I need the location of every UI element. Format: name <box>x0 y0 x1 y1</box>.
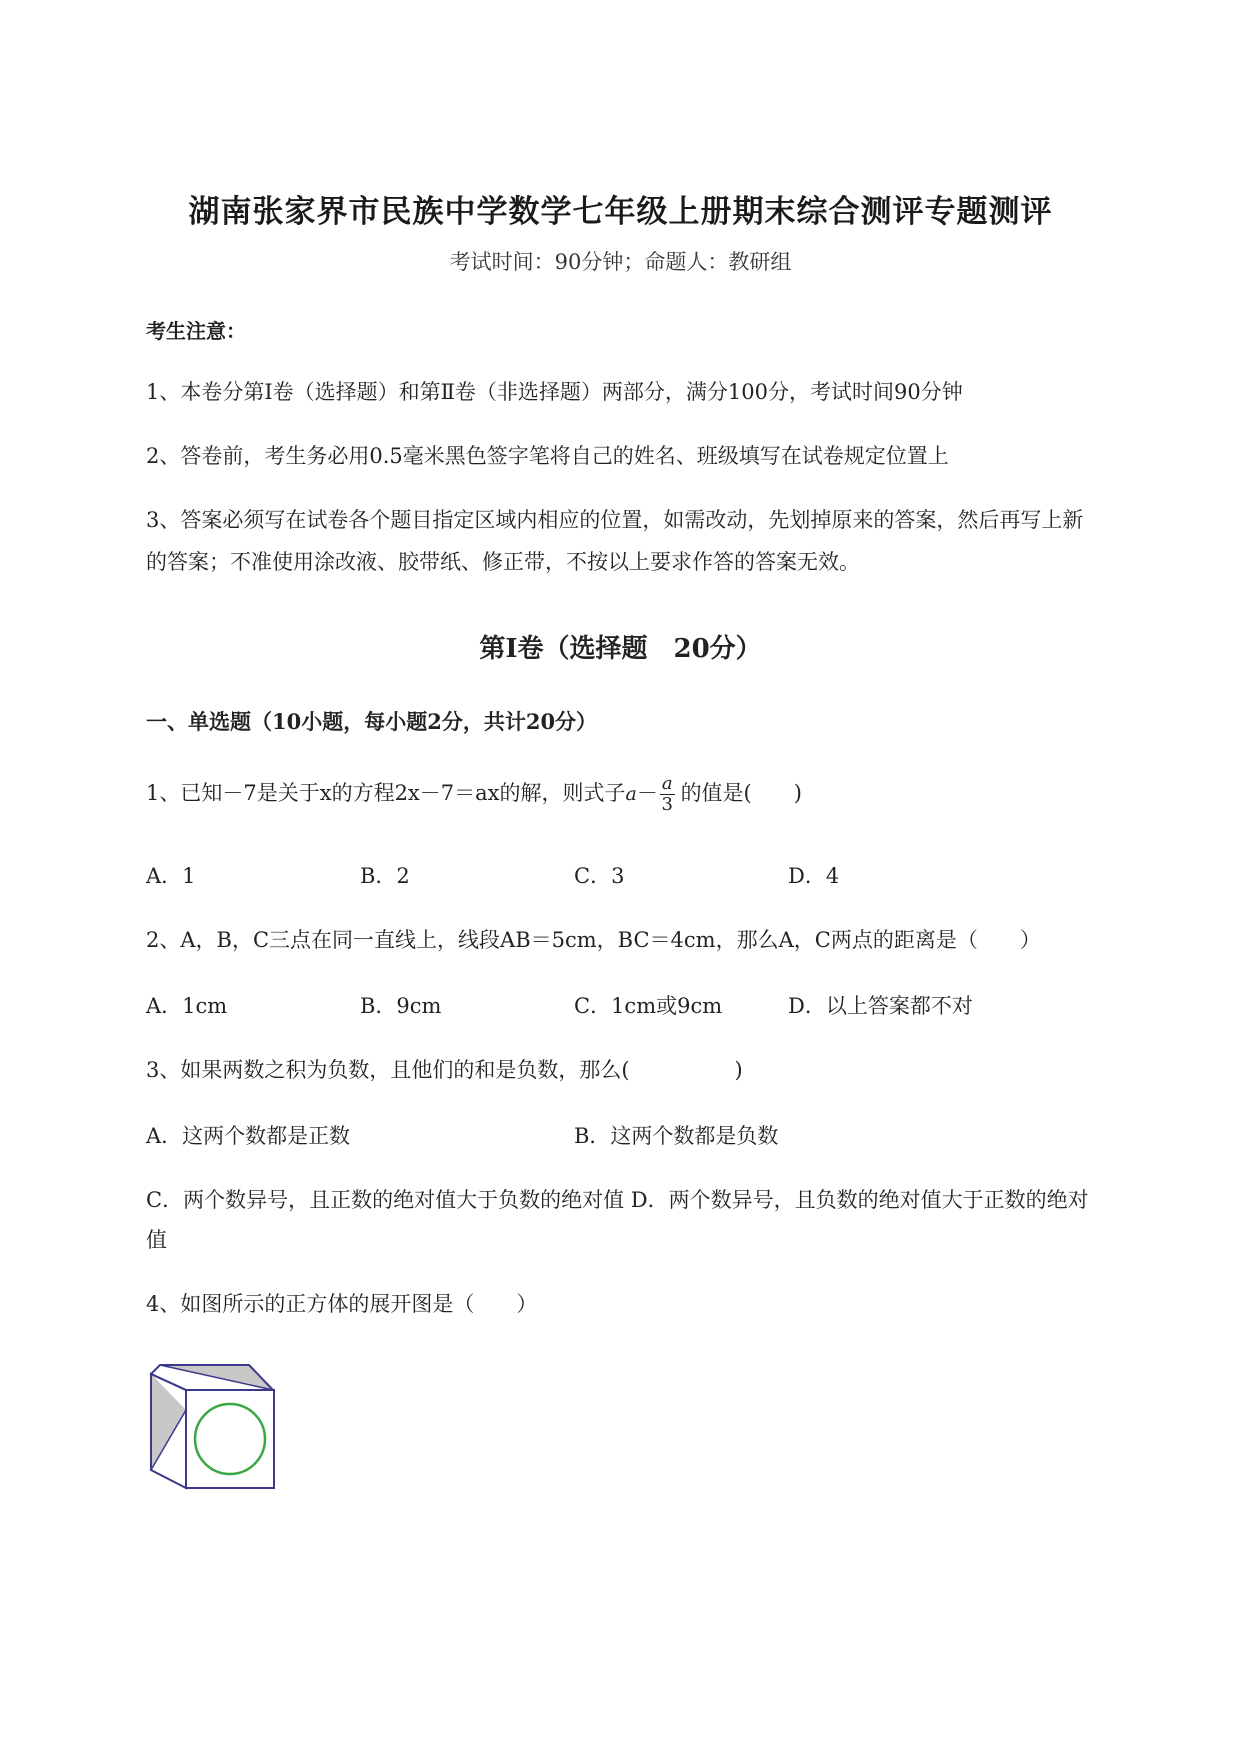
section-title: 第I卷（选择题 20分） <box>479 634 762 664</box>
notice-heading: 考生注意： <box>146 319 246 343</box>
q2-option-c[interactable]: C．1cm或9cm <box>574 994 723 1018</box>
question-2: 2、A，B，C三点在同一直线上，线段AB＝5cm，BC＝4cm，那么A，C两点的距离是（ ） <box>146 928 1041 952</box>
question-1-tail: 的值是( ) <box>680 781 802 805</box>
q2-option-d[interactable]: D．以上答案都不对 <box>788 994 973 1018</box>
question-4: 4、如图所示的正方体的展开图是（ ） <box>146 1292 538 1316</box>
cube-figure <box>146 1360 281 1495</box>
q3-option-a[interactable]: A．这两个数都是正数 <box>146 1124 351 1148</box>
notice-item-2: 2、答卷前，考生务必用0.5毫米黑色签字笔将自己的姓名、班级填写在试卷规定位置上 <box>146 444 949 468</box>
q2-option-b[interactable]: B．9cm <box>360 994 442 1018</box>
exam-info: 考试时间：90分钟；命题人：教研组 <box>449 250 792 274</box>
fraction-a-over-3 <box>660 774 675 815</box>
q1-option-c[interactable]: C．3 <box>574 864 625 888</box>
q1-option-b[interactable]: B．2 <box>360 864 410 888</box>
q2-option-a[interactable]: A．1cm <box>146 994 228 1018</box>
part-heading: 一、单选题（10小题，每小题2分，共计20分） <box>146 709 598 734</box>
fraction-denominator: 3 <box>661 794 673 815</box>
q1-option-a[interactable]: A．1 <box>146 864 196 888</box>
question-3: 3、如果两数之积为负数，且他们的和是负数，那么( ) <box>146 1058 743 1082</box>
notice-item-3-cont: 的答案；不准使用涂改液、胶带纸、修正带，不按以上要求作答的答案无效。 <box>146 550 860 574</box>
fraction-numerator: a <box>661 773 673 794</box>
question-1-text: 1、已知－7是关于x的方程2x－7＝ax的解，则式子 <box>146 781 626 805</box>
q3-option-b[interactable]: B．这两个数都是负数 <box>574 1124 779 1148</box>
page-title: 湖南张家界市民族中学数学七年级上册期末综合测评专题测评 <box>188 194 1053 230</box>
expr-minus: － <box>636 781 658 805</box>
question-1 <box>146 774 802 815</box>
expr-a: a <box>625 783 637 805</box>
q3-option-d-cont: 值 <box>146 1228 167 1252</box>
q3-option-c-d[interactable]: C．两个数异号，且正数的绝对值大于负数的绝对值 D．两个数异号，且负数的绝对值大于正数的绝对 <box>146 1188 1089 1212</box>
notice-item-3: 3、答案必须写在试卷各个题目指定区域内相应的位置，如需改动，先划掉原来的答案，然后再写上新 <box>146 508 1084 532</box>
notice-item-1: 1、本卷分第I卷（选择题）和第Ⅱ卷（非选择题）两部分，满分100分，考试时间90分钟 <box>146 380 963 404</box>
q1-option-d[interactable]: D．4 <box>788 864 840 888</box>
